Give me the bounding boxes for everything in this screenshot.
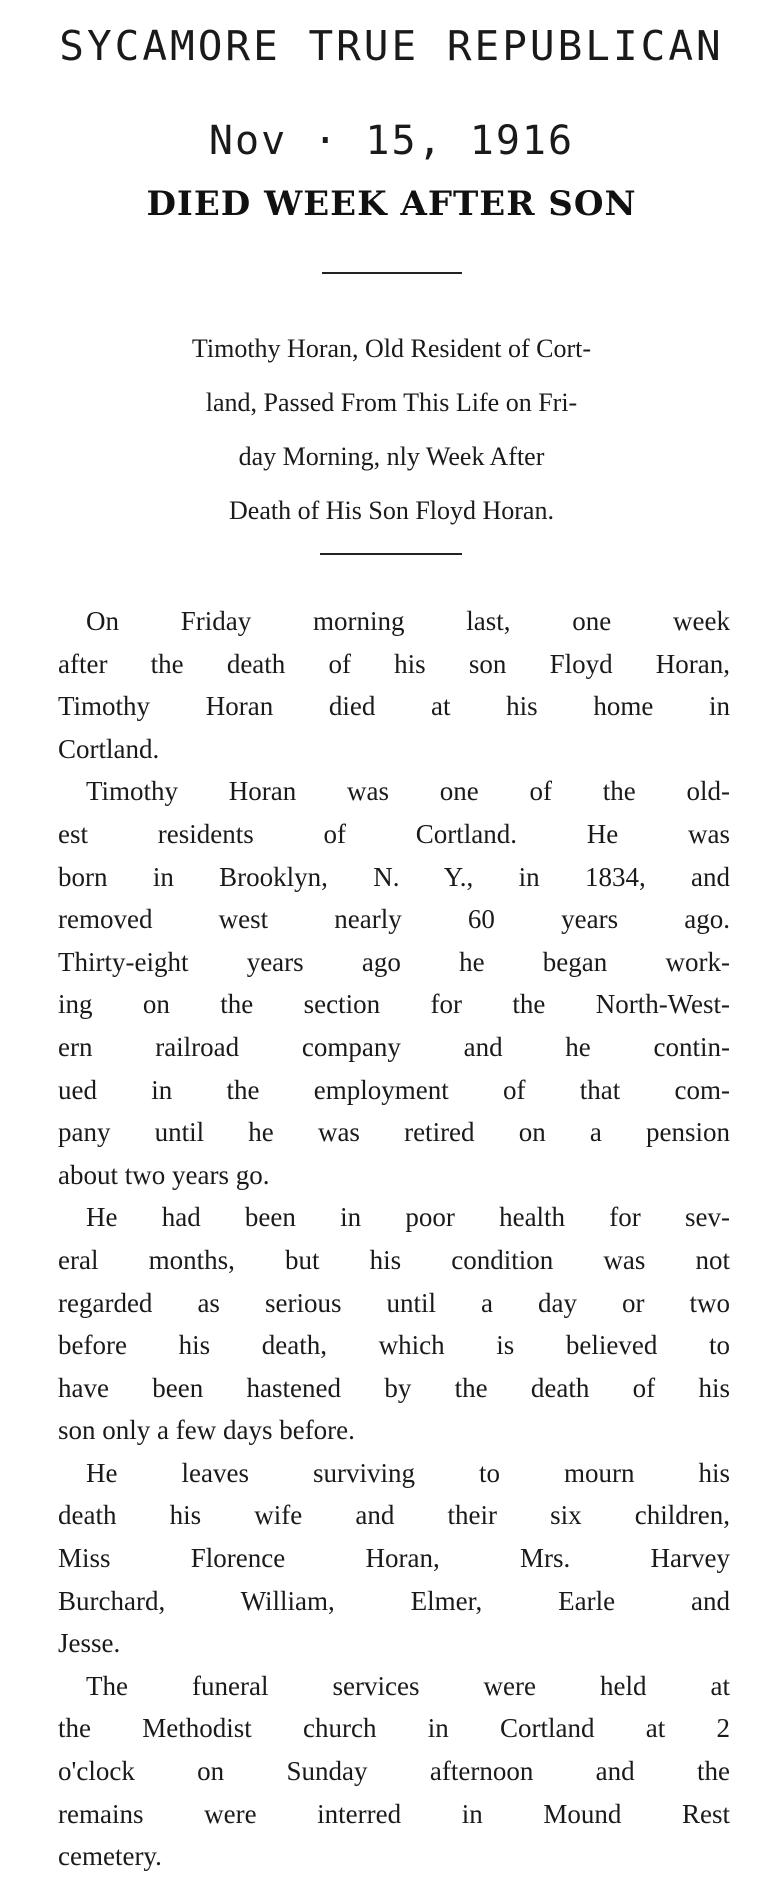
subheadline-line: land, Passed From This Life on Fri- — [205, 388, 578, 417]
text-line: Cortland. — [58, 733, 160, 764]
text-line: remains were interred in Mound Rest — [58, 1798, 730, 1829]
paragraph — [58, 1452, 730, 1665]
text-line: born in Brooklyn, N. Y., in 1834, and — [58, 861, 730, 892]
text-line: est residents of Cortland. He was — [58, 818, 730, 849]
paragraph — [58, 770, 730, 1196]
text-line: On Friday morning last, one week — [86, 606, 730, 636]
text-line: eral months, but his condition was not — [58, 1244, 730, 1275]
text-line: He leaves surviving to mourn his — [86, 1457, 730, 1488]
text-line: He had been in poor health for sev- — [86, 1202, 730, 1233]
text-line: Timothy Horan died at his home in — [58, 691, 730, 722]
subheadline-line: day Morning, nly Week After — [238, 442, 545, 471]
paragraph — [58, 1665, 730, 1878]
divider-rule-bottom — [320, 553, 462, 555]
paragraph — [58, 1196, 730, 1452]
text-line: ing on the section for the North-West- — [58, 989, 730, 1020]
article-body — [58, 600, 730, 1878]
article-subheadline — [0, 322, 783, 538]
text-line: pany until he was retired on a pension — [58, 1117, 730, 1148]
text-line: son only a few days before. — [58, 1415, 355, 1446]
text-line: after the death of his son Floyd Horan, — [58, 648, 730, 679]
publication-date: Nov · 15, 1916 — [208, 118, 575, 164]
text-line: Burchard, William, Elmer, Earle and — [58, 1585, 730, 1616]
article-headline: DIED WEEK AFTER SON — [146, 184, 637, 224]
text-line: regarded as serious until a day or two — [58, 1287, 730, 1318]
text-line: Thirty-eight years ago he began work- — [58, 946, 730, 977]
text-line: about two years go. — [58, 1159, 270, 1190]
text-line: have been hastened by the death of his — [58, 1372, 730, 1403]
newspaper-masthead: SYCAMORE TRUE REPUBLICAN — [59, 22, 724, 70]
text-line: Jesse. — [58, 1628, 121, 1659]
subheadline-line: Timothy Horan, Old Resident of Cort- — [191, 334, 592, 363]
text-line: the Methodist church in Cortland at 2 — [58, 1713, 730, 1744]
text-line: o'clock on Sunday afternoon and the — [58, 1756, 730, 1787]
text-line: ued in the employment of that com- — [58, 1074, 730, 1105]
text-line: cemetery. — [58, 1841, 162, 1872]
paragraph — [58, 600, 730, 770]
text-line: The funeral services were held at — [86, 1670, 730, 1701]
text-line: removed west nearly 60 years ago. — [58, 904, 730, 935]
text-line: death his wife and their six children, — [58, 1500, 730, 1531]
text-line: Miss Florence Horan, Mrs. Harvey — [58, 1543, 730, 1574]
text-line: before his death, which is believed to — [58, 1330, 730, 1361]
divider-rule-top — [322, 272, 462, 274]
subheadline-line: Death of His Son Floyd Horan. — [229, 496, 554, 525]
text-line: Timothy Horan was one of the old- — [86, 776, 730, 807]
text-line: ern railroad company and he contin- — [58, 1031, 730, 1062]
